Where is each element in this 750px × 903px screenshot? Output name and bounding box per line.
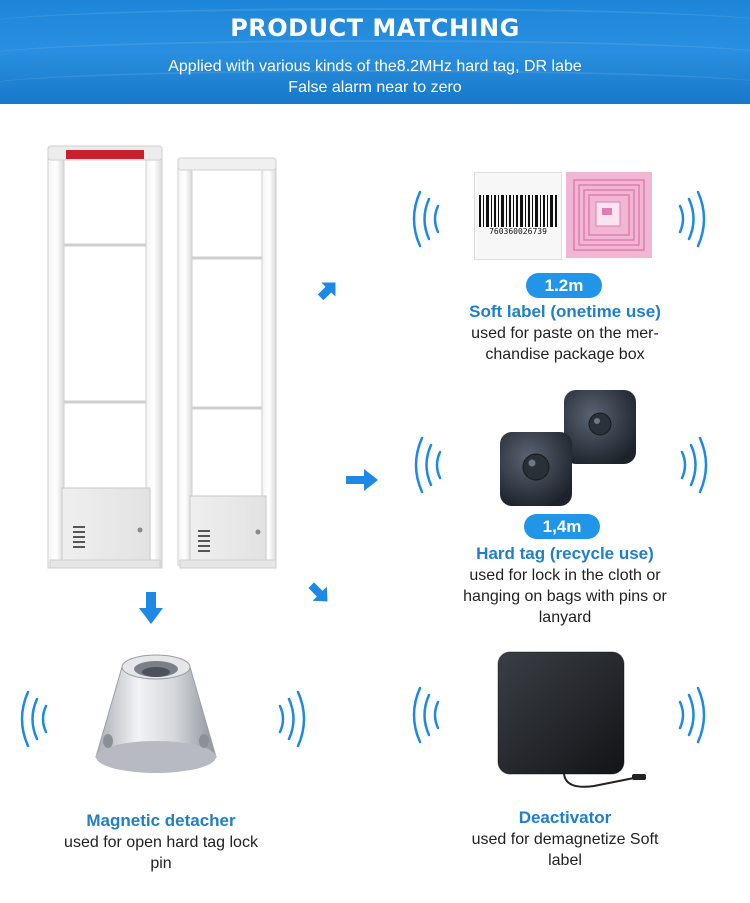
soft-label-desc-line1: used for paste on the mer- xyxy=(471,325,659,342)
signal-waves-left-icon xyxy=(16,684,56,754)
signal-waves-right-icon xyxy=(670,184,710,254)
eas-antenna-gates-image xyxy=(40,140,290,580)
signal-waves-right-icon xyxy=(670,680,710,750)
hard-tag-desc-line2: hanging on bags with pins or xyxy=(463,588,667,605)
deactivator-desc-line1: used for demagnetize Soft xyxy=(471,831,659,848)
antenna-gate-left xyxy=(48,146,162,568)
header-banner xyxy=(0,0,750,104)
hard-tags-image xyxy=(494,388,644,518)
arrow-down-right-icon xyxy=(304,578,334,608)
deactivator-pad-image xyxy=(494,648,654,798)
header-subtitle-line2: False alarm near to zero xyxy=(288,79,462,96)
deactivator-desc-line2: label xyxy=(548,852,582,869)
arrow-up-right-icon xyxy=(312,276,342,306)
arrow-right-icon xyxy=(344,466,380,494)
arrow-down-icon xyxy=(137,590,165,626)
signal-waves-right-icon xyxy=(270,684,310,754)
magnetic-detacher-image xyxy=(86,645,226,785)
deactivator-title: Deactivator xyxy=(518,808,612,827)
header-subtitle-line1: Applied with various kinds of the8.2MHz hard tag, DR labe xyxy=(168,58,582,75)
soft-label-range-badge: 1.2m xyxy=(526,273,602,298)
hard-tag-range-badge: 1,4m xyxy=(524,514,600,539)
hard-tag-title: Hard tag (recycle use) xyxy=(476,544,654,563)
hard-tag-desc-line1: used for lock in the cloth or xyxy=(469,567,661,584)
detacher-desc-line2: pin xyxy=(150,855,172,872)
hard-tag-desc-line3: lanyard xyxy=(538,609,592,626)
signal-waves-right-icon xyxy=(672,430,712,500)
page-title: PRODUCT MATCHING xyxy=(230,14,520,42)
signal-waves-left-icon xyxy=(410,430,450,500)
barcode-soft-label-image xyxy=(474,172,562,260)
barcode-number: 760360026739 xyxy=(489,227,547,236)
rf-soft-label-image xyxy=(566,172,652,258)
barcode-icon xyxy=(479,195,557,227)
antenna-gate-right xyxy=(178,158,276,568)
detacher-title: Magnetic detacher xyxy=(86,811,236,830)
soft-label-desc-line2: chandise package box xyxy=(485,346,645,363)
signal-waves-left-icon xyxy=(408,680,448,750)
signal-waves-left-icon xyxy=(408,184,448,254)
soft-label-title: Soft label (onetime use) xyxy=(469,302,661,321)
detacher-desc-line1: used for open hard tag lock xyxy=(64,834,258,851)
